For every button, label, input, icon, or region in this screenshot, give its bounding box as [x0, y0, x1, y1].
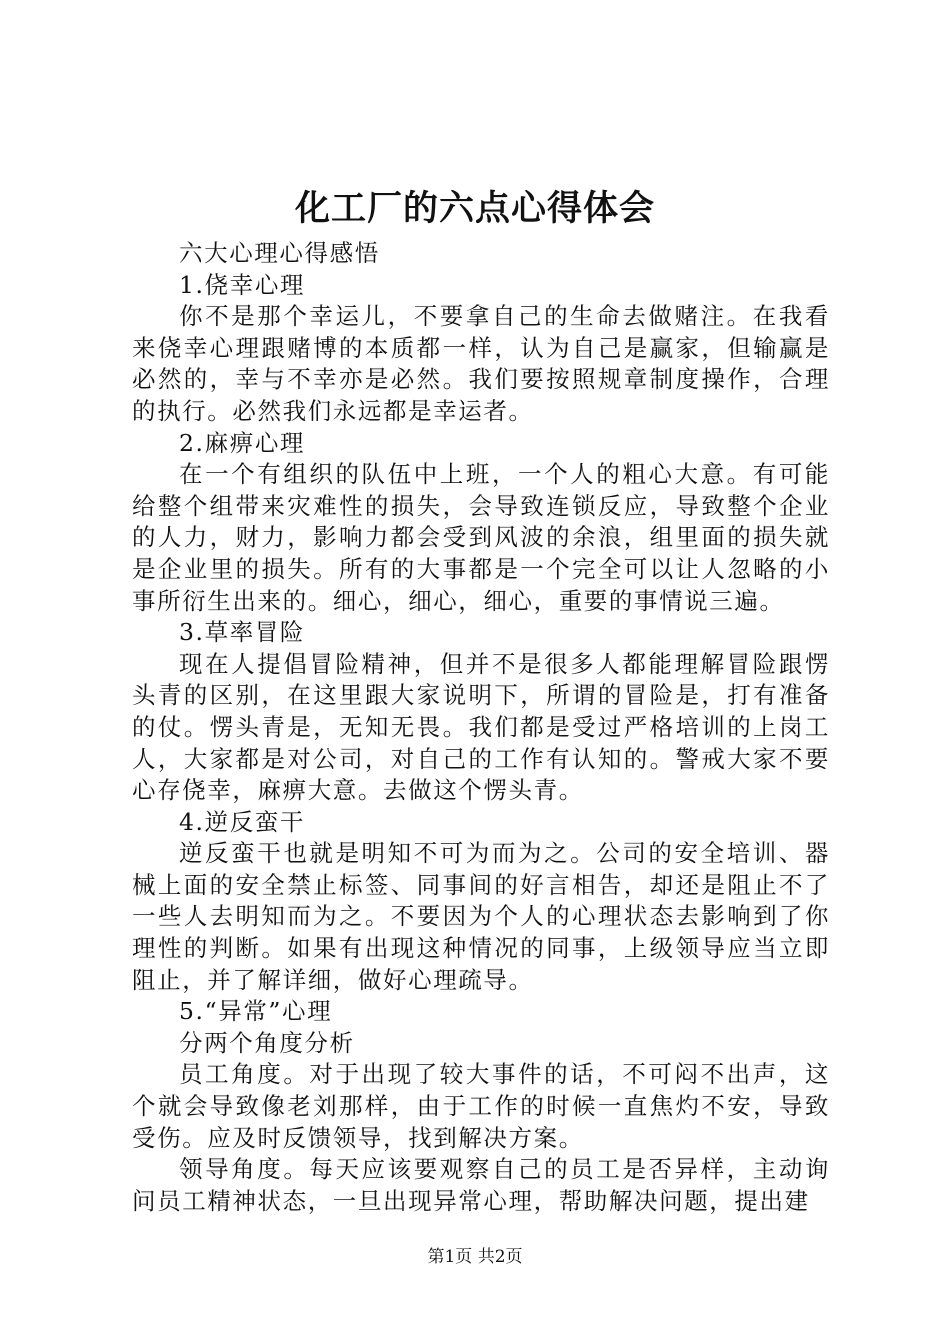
- section-heading-2: 2.麻痹心理: [179, 428, 306, 457]
- section-heading-3: 3.草率冒险: [179, 618, 306, 647]
- document-body: [132, 238, 830, 1217]
- section-heading-1: 1.侥幸心理: [179, 270, 306, 299]
- paragraph-2: 在一个有组织的队伍中上班，一个人的粗心大意。有可能给整个组带来灾难性的损失，会导致连锁反应，导致整个企业的人力，财力，影响力都会受到风波的余浪，组里面的损失就是企业里的损失。所有的大事都是一个完全可以让人忽略的小事所衍生出来的。细心，细心，细心，重要的事情说三遍。: [132, 460, 830, 615]
- section-heading-4: 4.逆反蛮干: [179, 807, 306, 836]
- section-heading-5: 5.“异常”心理: [179, 997, 333, 1026]
- paragraph-intro: 六大心理心得感悟: [179, 239, 380, 267]
- paragraph-4: 逆反蛮干也就是明知不可为而为之。公司的安全培训、器械上面的安全禁止标签、同事间的好言相告，却还是阻止不了一些人去明知而为之。不要因为个人的心理状态去影响到了你理性的判断。如果有出现这种情况的同事，上级领导应当立即阻止，并了解详细，做好心理疏导。: [132, 839, 830, 994]
- page-footer: 第1页 共2页: [427, 1247, 523, 1267]
- document-title: 化工厂的六点心得体会: [294, 188, 655, 229]
- paragraph-3: 现在人提倡冒险精神，但并不是很多人都能理解冒险跟愣头青的区别，在这里跟大家说明下，所谓的冒险是，打有准备的仗。愣头青是，无知无畏。我们都是受过严格培训的上岗工人，大家都是对公司，对自己的工作有认知的。警戒大家不要心存侥幸，麻痹大意。去做这个愣头青。: [132, 649, 830, 805]
- paragraph-1: 你不是那个幸运儿，不要拿自己的生命去做赌注。在我看来侥幸心理跟赌博的本质都一样，认为自己是赢家，但输赢是必然的，幸与不幸亦是必然。我们要按照规章制度操作，合理的执行。必然我们永远都是幸运者。: [132, 302, 830, 425]
- paragraph-5-intro: 分两个角度分析: [179, 1028, 355, 1057]
- paragraph-5-leader: 领导角度。每天应该要观察自己的员工是否异样，主动询问员工精神状态，一旦出现异常心理，帮助解决问题，提出建: [132, 1155, 830, 1215]
- paragraph-5-employee: 员工角度。对于出现了较大事件的话，不可闷不出声，这个就会导致像老刘那样，由于工作的时候一直焦灼不安，导致受伤。应及时反馈领导，找到解决方案。: [132, 1060, 830, 1152]
